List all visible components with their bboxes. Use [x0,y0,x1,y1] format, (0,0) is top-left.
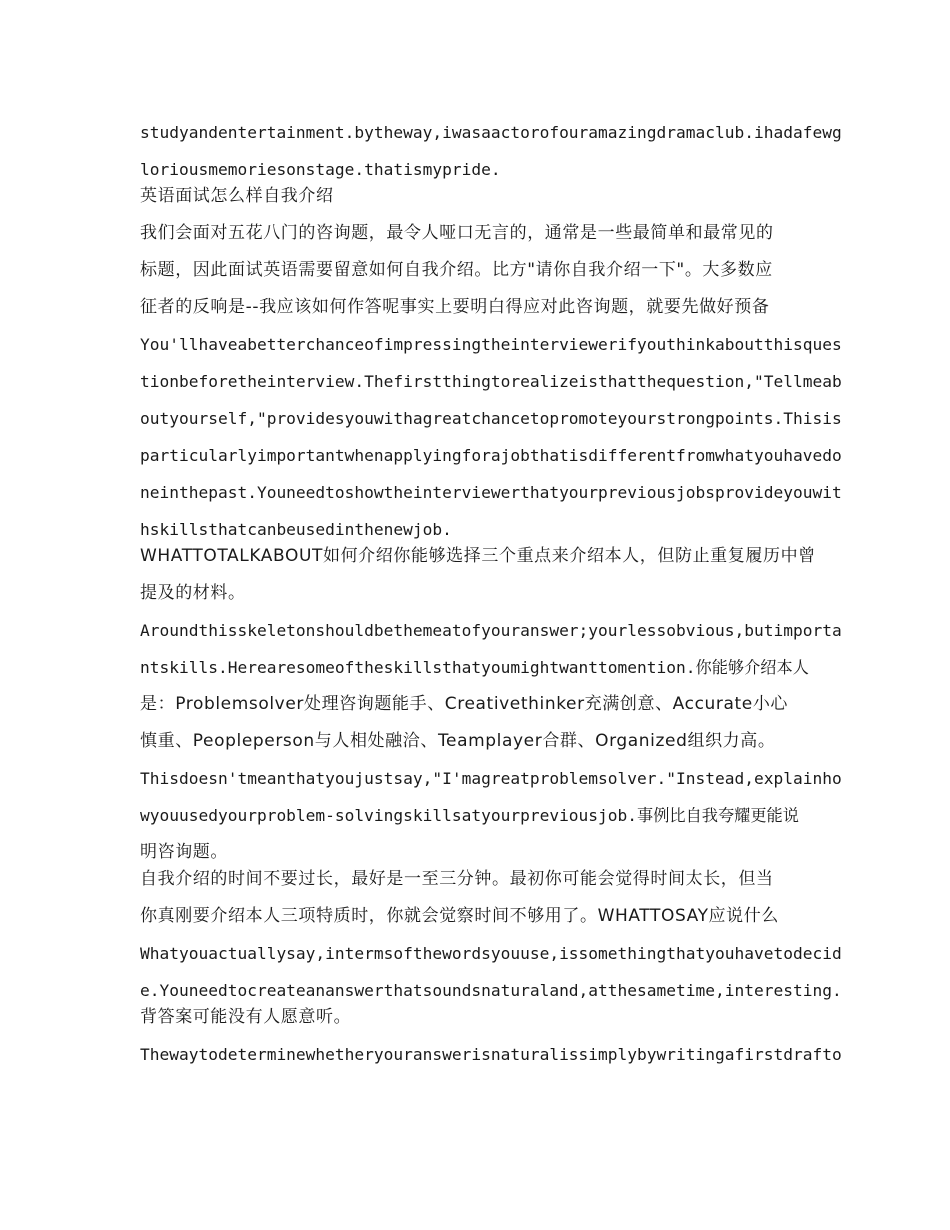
text-line: 慎重、Peopleperson与人相处融洽、Teamplayer合群、Organized组织力高。 [140,731,776,751]
text-line: Thisdoesn'tmeanthatyoujustsay,"I'magreatproblemsolver."Instead,explainho [140,769,842,788]
text-line: loriousmemoriesonstage.thatismypride. [140,160,501,179]
section-heading: 英语面试怎么样自我介绍 [140,186,334,206]
text-line: 你真刚要介绍本人三项特质时，你就会觉察时间不够用了。WHATTOSAY应说什么 [140,906,779,926]
text-line: outyourself,"providesyouwithagreatchancetopromoteyourstrongpoints.Thisis [140,409,842,428]
text-line: 我们会面对五花八门的咨询题，最令人哑口无言的，通常是一些最简单和最常见的 [140,223,774,243]
text-line: hskillsthatcanbeusedinthenewjob. [140,520,452,539]
text-line: 提及的材料。 [140,583,246,603]
text-line: 是：Problemsolver处理咨询题能手、Creativethinker充满创意、Accurate小心 [140,694,789,714]
text-line: particularlyimportantwhenapplyingforajobthatisdifferentfromwhatyouhavedo [140,446,842,465]
text-line: 明咨询题。 [140,842,228,862]
text-line: 自我介绍的时间不要过长，最好是一至三分钟。最初你可能会觉得时间太长，但当 [140,869,774,889]
text-line: 背答案可能没有人愿意听。 [140,1007,352,1027]
document-body [140,119,842,1068]
text-line: e.Youneedtocreateananswerthatsoundsnaturaland,atthesametime,interesting. [140,981,842,1000]
text-line: 征者的反响是--我应该如何作答呢事实上要明白得应对此咨询题，就要先做好预备 [140,297,770,317]
text-line: Aroundthisskeletonshouldbethemeatofyouranswer;yourlessobvious,butimporta [140,621,842,640]
text-line: WHATTOTALKABOUT如何介绍你能够选择三个重点来介绍本人，但防止重复履历中曾 [140,546,816,566]
text-line: ntskills.Herearesomeoftheskillsthatyoumightwanttomention.你能够介绍本人 [140,658,809,677]
text-line: Whatyouactuallysay,intermsofthewordsyouuse,issomethingthatyouhavetodecid [140,944,842,963]
text-line: studyandentertainment.bytheway,iwasaactorofouramazingdramaclub.ihadafewg [140,123,842,142]
text-line: Thewaytodeterminewhetheryouranswerisnaturalissimplybywritingafirstdrafto [140,1045,842,1064]
text-line: You'llhaveabetterchanceofimpressingtheinterviewerifyouthinkaboutthisques [140,335,842,354]
text-line: neinthepast.Youneedtoshowtheinterviewerthatyourpreviousjobsprovideyouwit [140,483,842,502]
text-line: wyouusedyourproblem-solvingskillsatyourpreviousjob.事例比自我夸耀更能说 [140,806,799,825]
text-line: tionbeforetheinterview.Thefirstthingtorealizeisthatthequestion,"Tellmeab [140,372,842,391]
text-line: 标题，因此面试英语需要留意如何自我介绍。比方"请你自我介绍一下"。大多数应 [140,260,773,280]
